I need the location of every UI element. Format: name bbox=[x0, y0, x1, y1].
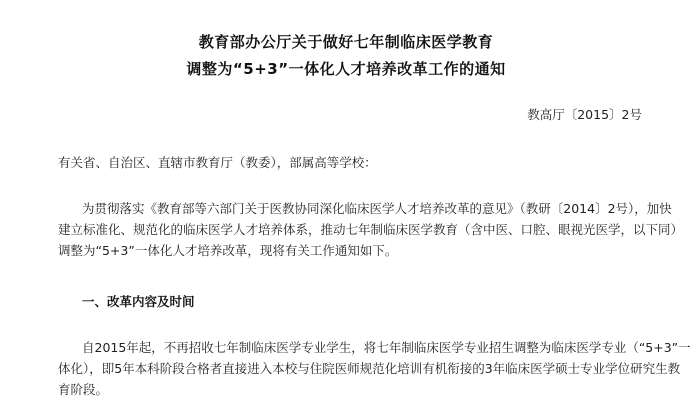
paragraph-2-line-3: 育阶段。 bbox=[58, 382, 109, 397]
paragraph-2 bbox=[58, 337, 691, 400]
document-title-line-1: 教育部办公厅关于做好七年制临床医学教育 bbox=[198, 33, 494, 51]
addressee: 有关省、自治区、直辖市教育厅（教委），部属高等学校： bbox=[58, 155, 377, 170]
paragraph-1-line-3: 调整为“5+3”一体化人才培养改革，现将有关工作通知如下。 bbox=[58, 243, 398, 258]
document-number: 教高厅〔2015〕2号 bbox=[527, 107, 642, 122]
section-1-heading: 一、改革内容及时间 bbox=[82, 294, 195, 309]
paragraph-2-line-1: 自2015年起，不再招收七年制临床医学专业学生，将七年制临床医学专业招生调整为临床医学专业（“5+3”一 bbox=[82, 340, 691, 355]
document-title-line-2: 调整为“5+3”一体化人才培养改革工作的通知 bbox=[186, 60, 506, 78]
paragraph-1-line-2: 建立标准化、规范化的临床医学人才培养体系，推动七年制临床医学教育（含中医、口腔、眼视光医学，以下同） bbox=[58, 222, 684, 237]
paragraph-2-line-2: 体化），即5年本科阶段合格者直接进入本校与住院医师规范化培训有机衔接的3年临床医学硕士专业学位研究生教 bbox=[58, 361, 681, 376]
paragraph-1-line-1: 为贯彻落实《教育部等六部门关于医教协同深化临床医学人才培养改革的意见》（教研〔2014〕2号），加快 bbox=[82, 201, 672, 216]
paragraph-1 bbox=[58, 198, 683, 261]
